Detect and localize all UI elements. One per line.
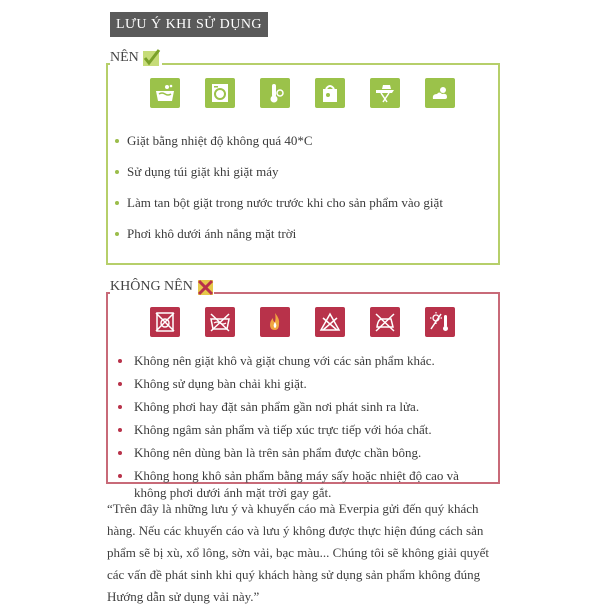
bullet-icon (115, 232, 119, 236)
list-item: Không nên dùng bàn là trên sản phẩm được chần bông. (118, 444, 488, 461)
bullet-icon (115, 139, 119, 143)
bullet-icon (118, 428, 122, 432)
no-heat-dry-icon (425, 307, 455, 337)
list-item: Phơi khô dưới ánh nắng mặt trời (115, 226, 443, 257)
dont-label-text: KHÔNG NÊN (110, 279, 193, 294)
check-icon (141, 48, 161, 68)
do-icon-row (150, 78, 455, 108)
wash-bag-icon (315, 78, 345, 108)
do-label-text: NÊN (110, 50, 139, 65)
bullet-icon (115, 170, 119, 174)
bullet-icon (118, 405, 122, 409)
dont-section-label (110, 277, 215, 297)
section-title (110, 12, 268, 37)
list-item: Giặt bằng nhiệt độ không quá 40*C (115, 133, 443, 164)
list-item: Không ngâm sản phẩm và tiếp xúc trực tiếp với hóa chất. (118, 421, 488, 438)
do-list (115, 133, 443, 257)
dont-icon-row (150, 307, 455, 337)
list-item: Không sử dụng bàn chải khi giặt. (118, 375, 488, 392)
do-section-label (110, 48, 161, 68)
bullet-icon (118, 451, 122, 455)
bullet-icon (118, 359, 122, 363)
list-item: Không hong khô sản phẩm bằng máy sấy hoặc nhiệt độ cao và không phơi dưới ánh mặt trời gay gắt. (118, 467, 488, 501)
thermometer-icon (260, 78, 290, 108)
dont-list (118, 352, 488, 507)
list-item: Sử dụng túi giặt khi giặt máy (115, 164, 443, 195)
washing-machine-icon (205, 78, 235, 108)
bullet-icon (115, 201, 119, 205)
section-title-text: LƯU Ý KHI SỬ DỤNG (115, 16, 263, 32)
bullet-icon (118, 474, 122, 478)
bullet-icon (118, 382, 122, 386)
no-machine-wash-icon (150, 307, 180, 337)
closing-note: “Trên đây là những lưu ý và khuyến cáo mà Everpia gửi đến quý khách hàng. Nếu các khuyến cáo và lưu ý không được thực hiện đúng cách sản phẩm sẽ bị xù, xổ lông, sờn vải, bạc màu... Chúng tôi sẽ không giải quyết các vấn đề phát sinh khi quý khách hàng sử dụng sản phẩm không đúng Hướng dẫn sử dụng vải này.” (107, 501, 490, 604)
ironing-board-icon (370, 78, 400, 108)
no-iron-icon (370, 307, 400, 337)
list-item: Làm tan bột giặt trong nước trước khi cho sản phẩm vào giặt (115, 195, 443, 226)
do-box-edge (162, 63, 498, 65)
no-bleach-icon (315, 307, 345, 337)
list-item: Không phơi hay đặt sản phẩm gần nơi phát sinh ra lửa. (118, 398, 488, 415)
cloud-sun-icon (425, 78, 455, 108)
no-fire-icon (260, 307, 290, 337)
cross-icon (195, 277, 215, 297)
no-dry-clean-icon (205, 307, 235, 337)
wash-basin-icon (150, 78, 180, 108)
dont-box-edge (214, 292, 498, 294)
list-item: Không nên giặt khô và giặt chung với các sản phẩm khác. (118, 352, 488, 369)
